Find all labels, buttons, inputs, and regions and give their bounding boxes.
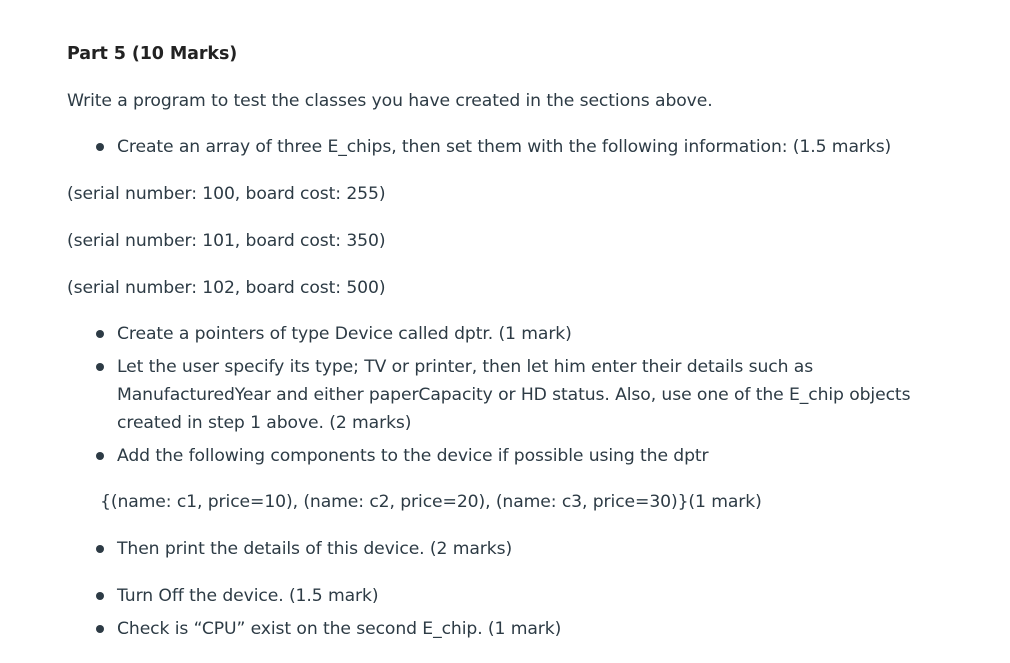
part-title: Part 5 (10 Marks) [67,44,238,64]
bullet-text: Create a pointers of type Device called dptr. (1 mark) [117,324,572,344]
bullet-dot-icon [96,592,104,600]
bullet-item [96,353,946,437]
bullet-text: Then print the details of this device. (2 marks) [117,539,513,559]
bullet-text: Let the user specify its type; TV or printer, then let him enter their details such as ManufacturedYear and either paperCapacity or HD status. Also, use one of the E_chip objects created in step 1 above. (2 marks) [117,357,911,433]
bullet-text: Turn Off the device. (1.5 mark) [117,586,379,606]
chip-info-line: (serial number: 102, board cost: 500) [67,278,386,298]
bullet-dot-icon [96,363,104,371]
bullet-text: Check is “CPU” exist on the second E_chip. (1 mark) [117,619,562,639]
bullet-text: Create an array of three E_chips, then set them with the following information: (1.5 marks) [117,137,892,157]
bullet-dot-icon [96,545,104,553]
bullet-dot-icon [96,330,104,338]
intro-text: Write a program to test the classes you have created in the sections above. [67,91,713,111]
bullet-dot-icon [96,143,104,151]
bullet-text: Add the following components to the device if possible using the dptr [117,446,709,466]
bullet-dot-icon [96,452,104,460]
chip-info-line: (serial number: 100, board cost: 255) [67,184,386,204]
chip-info-line: (serial number: 101, board cost: 350) [67,231,386,251]
components-list: {(name: c1, price=10), (name: c2, price=20), (name: c3, price=30)}(1 mark) [100,492,762,512]
bullet-dot-icon [96,625,104,633]
